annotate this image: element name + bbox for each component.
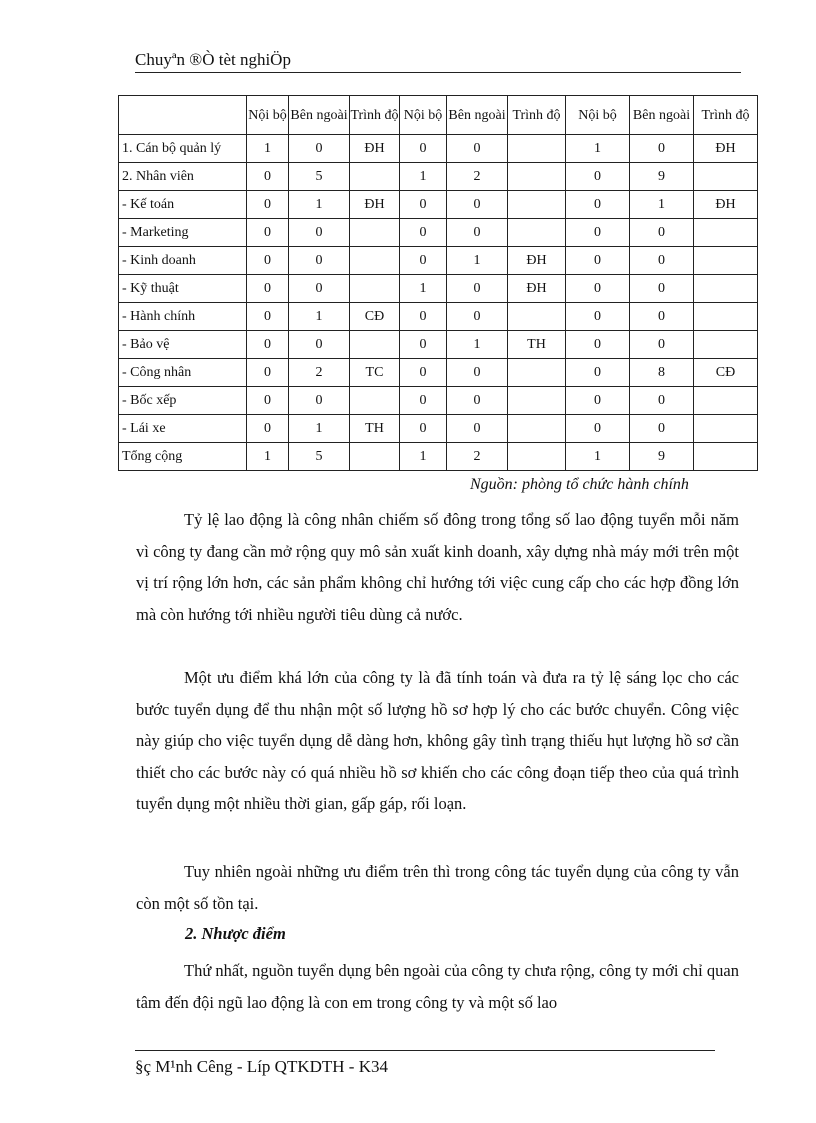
table-cell <box>694 163 758 191</box>
table-cell: 1 <box>289 303 350 331</box>
table-cell: 0 <box>247 163 289 191</box>
table-cell <box>508 387 566 415</box>
table-cell: 9 <box>630 443 694 471</box>
table-cell: 0 <box>566 387 630 415</box>
table-cell: 0 <box>289 135 350 163</box>
table-cell: 0 <box>400 359 447 387</box>
table-cell: 1 <box>447 247 508 275</box>
table-cell: ĐH <box>350 191 400 219</box>
table-cell <box>694 247 758 275</box>
row-label-cell: 1. Cán bộ quản lý <box>119 135 247 163</box>
table-cell: 0 <box>630 135 694 163</box>
table-cell: 5 <box>289 163 350 191</box>
table-row <box>119 303 758 331</box>
table-cell: 1 <box>289 191 350 219</box>
table-row <box>119 247 758 275</box>
table-cell: 0 <box>447 359 508 387</box>
table-cell: 9 <box>630 163 694 191</box>
table-cell: 0 <box>247 275 289 303</box>
table-cell: 0 <box>447 387 508 415</box>
table-cell: 0 <box>566 275 630 303</box>
table-cell: 0 <box>447 191 508 219</box>
paragraph-text: Thứ nhất, nguồn tuyển dụng bên ngoài của công ty chưa rộng, công ty mới chỉ quan tâm đến đội ngũ lao động là con em trong công ty và một số lao <box>136 961 739 1012</box>
table-cell <box>508 443 566 471</box>
table-cell: 8 <box>630 359 694 387</box>
table-cell: 0 <box>247 331 289 359</box>
table-cell <box>350 387 400 415</box>
table-cell: 2 <box>447 443 508 471</box>
paragraph-text: Tuy nhiên ngoài những ưu điểm trên thì trong công tác tuyển dụng của công ty vẫn còn một số tồn tại. <box>136 862 739 913</box>
section-heading: 2. Nhược điểm <box>185 924 286 943</box>
table-source-note: Nguồn: phòng tổ chức hành chính <box>470 476 689 493</box>
table-cell: 0 <box>247 247 289 275</box>
table-cell: 0 <box>247 219 289 247</box>
table-row <box>119 415 758 443</box>
table-row <box>119 359 758 387</box>
table-header <box>119 96 758 135</box>
row-label-cell: - Hành chính <box>119 303 247 331</box>
paragraph-3 <box>136 856 739 919</box>
table-cell: 1 <box>400 443 447 471</box>
row-label-cell: 2. Nhân viên <box>119 163 247 191</box>
table-cell <box>350 275 400 303</box>
table-cell: 0 <box>289 387 350 415</box>
table-cell: 0 <box>630 415 694 443</box>
table-cell: 0 <box>447 219 508 247</box>
row-label-cell: - Kế toán <box>119 191 247 219</box>
header-divider <box>135 72 741 73</box>
table-cell: ĐH <box>350 135 400 163</box>
paragraph-1 <box>136 504 739 630</box>
table-cell: 0 <box>400 415 447 443</box>
row-label-cell: Tổng cộng <box>119 443 247 471</box>
table-cell: 0 <box>247 415 289 443</box>
table-cell: 0 <box>289 275 350 303</box>
table-cell: TH <box>350 415 400 443</box>
header-cell: Trình độ <box>508 96 566 135</box>
table-cell: 2 <box>447 163 508 191</box>
table-cell <box>350 331 400 359</box>
table-cell: TC <box>350 359 400 387</box>
table-cell: 0 <box>566 163 630 191</box>
table-cell <box>508 415 566 443</box>
table-cell: 0 <box>400 219 447 247</box>
table-cell <box>508 303 566 331</box>
table-cell <box>694 219 758 247</box>
row-label-cell: - Marketing <box>119 219 247 247</box>
paragraph-2 <box>136 662 739 820</box>
table-cell: ĐH <box>694 135 758 163</box>
table-cell: 1 <box>566 443 630 471</box>
table-row <box>119 387 758 415</box>
table-cell <box>694 275 758 303</box>
table-cell: 0 <box>566 415 630 443</box>
table-cell: CĐ <box>350 303 400 331</box>
table-body <box>119 135 758 471</box>
table-cell: 0 <box>247 303 289 331</box>
table-cell: 0 <box>630 275 694 303</box>
table-cell: 1 <box>400 163 447 191</box>
table-cell: 0 <box>630 247 694 275</box>
table-cell: CĐ <box>694 359 758 387</box>
table-row <box>119 191 758 219</box>
page-header-title: Chuyªn ®Ò tèt nghiÖp <box>135 50 291 69</box>
table-cell: 0 <box>400 135 447 163</box>
table-cell: ĐH <box>508 247 566 275</box>
paragraph-text: Tỷ lệ lao động là công nhân chiếm số đông trong tổng số lao động tuyển mỗi năm vì công ty đang cần mở rộng quy mô sản xuất kinh doanh, xây dựng nhà máy mới trên một vị trí rộng lớn hơn, các sản phẩm không chỉ hướng tới việc cung cấp cho các hợp đồng lớn mà còn hướng tới nhiều người tiêu dùng cả nước. <box>136 510 739 624</box>
table-cell: 0 <box>447 135 508 163</box>
table-cell: 0 <box>400 387 447 415</box>
table-row <box>119 219 758 247</box>
table-cell <box>350 163 400 191</box>
page-footer-text: §ç M¹nh Cêng - Líp QTKDTH - K34 <box>135 1057 388 1076</box>
table-cell <box>694 443 758 471</box>
table-cell: 5 <box>289 443 350 471</box>
table-row <box>119 275 758 303</box>
table-cell: 1 <box>400 275 447 303</box>
table-cell: 0 <box>289 331 350 359</box>
table-cell: 0 <box>566 247 630 275</box>
table-cell: 0 <box>566 359 630 387</box>
paragraph-text: Một ưu điểm khá lớn của công ty là đã tính toán và đưa ra tỷ lệ sáng lọc cho các bước tuyển dụng để thu nhận một số lượng hồ sơ hợp lý cho các bước chuyển. Công việc này giúp cho việc tuyển dụng dễ dàng hơn, không gây tình trạng thiếu hụt lượng hồ sơ cần thiết cho các bước này có quá nhiều hồ sơ khiến cho các công đoạn tiếp theo của quá trình tuyển dụng một nhiều thời gian, gấp gáp, rối loạn. <box>136 668 739 813</box>
row-label-cell: - Kỹ thuật <box>119 275 247 303</box>
table-cell: 0 <box>289 219 350 247</box>
table-cell: 1 <box>566 135 630 163</box>
table-cell <box>508 135 566 163</box>
table-cell <box>694 415 758 443</box>
table-cell <box>694 331 758 359</box>
header-cell: Nội bộ <box>400 96 447 135</box>
paragraph-4 <box>136 955 739 1018</box>
table-row <box>119 443 758 471</box>
table-cell: ĐH <box>508 275 566 303</box>
table-cell <box>694 387 758 415</box>
table-cell: 0 <box>247 191 289 219</box>
table-cell: 0 <box>630 303 694 331</box>
table-header-row <box>119 96 758 135</box>
table-cell: 0 <box>566 331 630 359</box>
row-label-cell: - Bốc xếp <box>119 387 247 415</box>
table-cell: 0 <box>400 247 447 275</box>
table-cell: 1 <box>630 191 694 219</box>
table-cell: 1 <box>289 415 350 443</box>
footer-divider <box>135 1050 715 1051</box>
row-label-cell: - Kinh doanh <box>119 247 247 275</box>
table-cell: 0 <box>447 275 508 303</box>
header-cell <box>119 96 247 135</box>
header-cell: Trình độ <box>350 96 400 135</box>
row-label-cell: - Lái xe <box>119 415 247 443</box>
table-cell: 0 <box>400 331 447 359</box>
table-cell <box>508 163 566 191</box>
table-cell: 2 <box>289 359 350 387</box>
table-cell: 0 <box>630 387 694 415</box>
table-cell <box>694 303 758 331</box>
header-cell: Bên ngoài <box>630 96 694 135</box>
table-cell: 0 <box>630 331 694 359</box>
table-cell: 0 <box>566 191 630 219</box>
table-cell: 0 <box>289 247 350 275</box>
table-row <box>119 331 758 359</box>
table-cell: TH <box>508 331 566 359</box>
table-row <box>119 163 758 191</box>
table-cell: 0 <box>630 219 694 247</box>
table-cell <box>508 219 566 247</box>
table-cell: 0 <box>566 303 630 331</box>
table-cell: 0 <box>247 387 289 415</box>
table-cell <box>350 443 400 471</box>
table-row <box>119 135 758 163</box>
table-cell: 0 <box>566 219 630 247</box>
table-cell: 1 <box>247 135 289 163</box>
table-cell: 0 <box>400 191 447 219</box>
header-cell: Nội bộ <box>566 96 630 135</box>
table-cell: ĐH <box>694 191 758 219</box>
row-label-cell: - Công nhân <box>119 359 247 387</box>
table-cell: 0 <box>447 303 508 331</box>
recruitment-table <box>118 95 758 471</box>
table-cell <box>350 219 400 247</box>
header-cell: Bên ngoài <box>289 96 350 135</box>
table-cell <box>508 191 566 219</box>
table-cell: 0 <box>400 303 447 331</box>
table-cell <box>508 359 566 387</box>
table-cell: 1 <box>247 443 289 471</box>
header-cell: Bên ngoài <box>447 96 508 135</box>
header-cell: Nội bộ <box>247 96 289 135</box>
table-cell: 0 <box>447 415 508 443</box>
table-cell: 0 <box>247 359 289 387</box>
header-cell: Trình độ <box>694 96 758 135</box>
row-label-cell: - Bảo vệ <box>119 331 247 359</box>
table-cell <box>350 247 400 275</box>
table-cell: 1 <box>447 331 508 359</box>
